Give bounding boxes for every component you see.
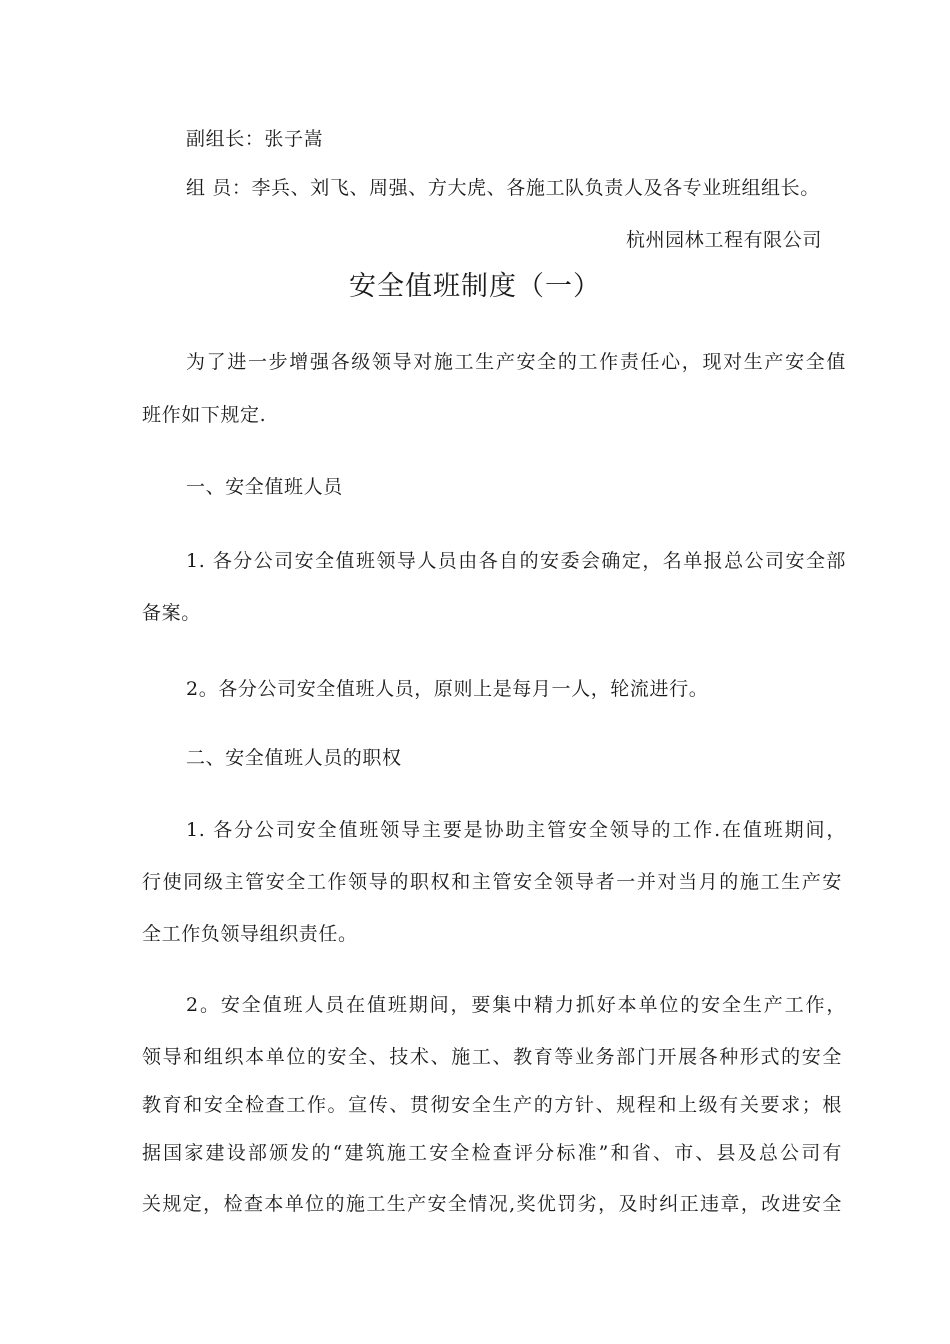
section-2-item-1-line-3: 全工作负领导组织责任。 [142, 923, 358, 945]
section-1-item-1-line-2: 备案。 [142, 602, 201, 624]
section-2-heading: 二、安全值班人员的职权 [186, 747, 402, 769]
section-1-heading: 一、安全值班人员 [186, 476, 343, 498]
vice-leader-line: 副组长：张子嵩 [186, 128, 324, 150]
section-1-item-1-line-1: 1. 各分公司安全值班领导人员由各自的安委会确定，名单报总公司安全部 [186, 550, 846, 572]
members-line: 组 员：李兵、刘飞、周强、方大虎、各施工队负责人及各专业班组组长。 [186, 177, 820, 199]
section-2-item-2-line-5: 关规定，检查本单位的施工生产安全情况,奖优罚劣，及时纠正违章，改进安全 [142, 1193, 842, 1215]
document-title: 安全值班制度（一） [349, 271, 601, 302]
section-2-item-2-line-3: 教育和安全检查工作。宣传、贯彻安全生产的方针、规程和上级有关要求；根 [142, 1094, 842, 1116]
section-1-item-2: 2。各分公司安全值班人员，原则上是每月一人，轮流进行。 [186, 678, 709, 700]
section-2-item-2-line-4: 据国家建设部颁发的“建筑施工安全检查评分标准”和省、市、县及总公司有 [142, 1142, 842, 1164]
company-name: 杭州园林工程有限公司 [625, 229, 822, 251]
intro-line-1: 为了进一步增强各级领导对施工生产安全的工作责任心，现对生产安全值 [186, 351, 846, 373]
section-2-item-1-line-2: 行使同级主管安全工作领导的职权和主管安全领导者一并对当月的施工生产安 [142, 871, 842, 893]
intro-line-2: 班作如下规定. [142, 404, 267, 426]
section-2-item-2-line-1: 2。安全值班人员在值班期间，要集中精力抓好本单位的安全生产工作， [186, 994, 846, 1016]
section-2-item-2-line-2: 领导和组织本单位的安全、技术、施工、教育等业务部门开展各种形式的安全 [142, 1046, 842, 1068]
section-2-item-1-line-1: 1. 各分公司安全值班领导主要是协助主管安全领导的工作.在值班期间， [186, 819, 846, 841]
